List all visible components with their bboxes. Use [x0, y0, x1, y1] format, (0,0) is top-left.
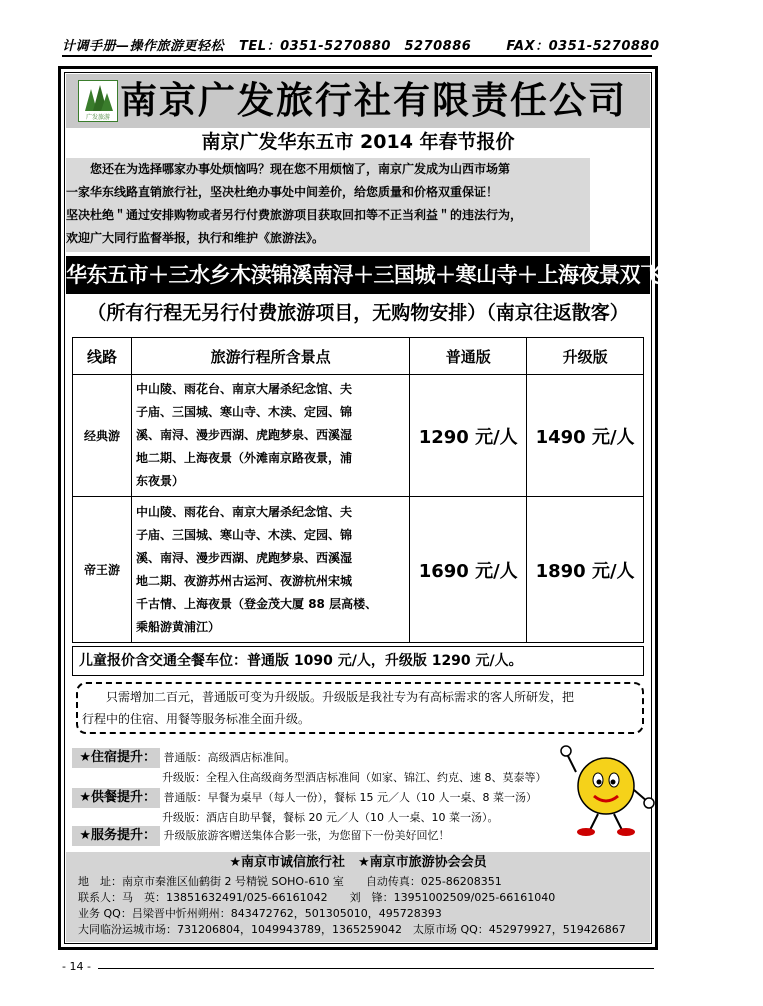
- company-name: 南京广发旅行社有限责任公司: [120, 79, 627, 122]
- spot-line: 中山陵、雨花台、南京大屠杀纪念馆、夫: [136, 504, 353, 519]
- intro-paragraph: [66, 158, 590, 252]
- header-upgrade: 升级版: [527, 338, 644, 375]
- spot-line: 溪、南浔、漫步西湖、虎跑梦泉、西溪湿: [136, 428, 353, 442]
- header-handbook: 计调手册—操作旅游更轻松: [62, 39, 225, 54]
- intro-line: 一家华东线路直销旅行社，坚决杜绝办事处中间差价，给您质量和价格双重保证！: [66, 185, 499, 199]
- note-line: 行程中的住宿、用餐等服务标准全面升级。: [82, 712, 311, 726]
- company-logo: [78, 80, 118, 122]
- meal-upgrade-row: [72, 788, 537, 808]
- hotel-upgrade-row-2: [72, 768, 547, 788]
- meal-upgrade-row-2: [72, 808, 498, 828]
- footer-qq: 业务 QQ：吕梁晋中忻州朔州：843472762，501305010，495728393: [78, 907, 442, 920]
- footer-qq-2: 大同临汾运城市场：731206804，1049943789，1365259042 太原市场 QQ：452979927，519426867: [78, 923, 626, 936]
- svg-text:广发旅游: 广发旅游: [85, 114, 111, 121]
- hotel-upgrade: 升级版：全程入住高级商务型酒店标准间（如家、锦江、约克、速 8、莫泰等）: [162, 771, 547, 784]
- header-fax: FAX：0351-5270880: [506, 39, 660, 54]
- meal-label: ★供餐提升：: [72, 788, 160, 808]
- table-row: [73, 497, 644, 643]
- spot-line: 千古情、上海夜景（登金茂大厦 88 层高楼、: [136, 596, 378, 611]
- intro-line: 您还在为选择哪家办事处烦恼吗？现在您不用烦恼了，南京广发成为山西市场第: [66, 162, 511, 176]
- spot-line: 子庙、三国城、寒山寺、木渎、定园、锦: [136, 527, 353, 542]
- meal-upgrade: 升级版：酒店自助早餐，餐标 20 元／人（10 人一桌、10 菜一汤）。: [162, 811, 499, 824]
- table-row: [73, 375, 644, 497]
- header-normal: 普通版: [410, 338, 527, 375]
- intro-line: 欢迎广大同行监督举报，执行和维护《旅游法》。: [66, 231, 325, 245]
- header-spots: 旅游行程所含景点: [132, 338, 410, 375]
- spot-line: 子庙、三国城、寒山寺、木渎、定园、锦: [136, 405, 353, 419]
- child-price: 儿童报价含交通全餐车位：普通版 1090 元/人，升级版 1290 元/人。: [72, 646, 644, 676]
- footer-contacts-line: 联系人：马 英：13851632491/025-66161042 刘 锋：13951002509/025-66161040: [78, 891, 556, 904]
- route-spots: [132, 497, 410, 643]
- spot-line: 中山陵、雨花台、南京大屠杀纪念馆、夫: [136, 382, 353, 396]
- route-banner: 华东五市＋三水乡木渎锦溪南浔＋三国城＋寒山寺＋上海夜景双飞六日经典游: [66, 256, 650, 294]
- policy-line: （所有行程无另行付费旅游项目，无购物安排）（南京往返散客）: [87, 302, 629, 324]
- service-label: ★服务提升：: [72, 826, 160, 846]
- upgrade-price: 1890 元/人: [527, 497, 644, 643]
- smiley-mascot-icon: [560, 742, 656, 838]
- footer-contacts: [66, 852, 650, 942]
- normal-price: 1290 元/人: [410, 375, 527, 497]
- meal-normal: 普通版：早餐为桌早（每人一份），餐标 15 元／人（10 人一桌、8 菜一汤）: [163, 791, 537, 804]
- top-header: [62, 35, 660, 57]
- price-subtitle: 南京广发华东五市 2014 年春节报价: [201, 131, 515, 153]
- route-spots: [132, 375, 410, 497]
- spot-line: 东夜景）: [136, 474, 185, 488]
- service-text: 升级版旅游客赠送集体合影一张，为您留下一份美好回忆！: [163, 829, 450, 842]
- upgrade-note: [76, 682, 644, 734]
- intro-line: 坚决杜绝＂通过安排购物或者另行付费旅游项目获取回扣等不正当利益＂的违法行为，: [66, 208, 523, 222]
- hotel-upgrade-row: [72, 748, 296, 768]
- route-name: 经典游: [73, 375, 132, 497]
- spot-line: 溪、南浔、漫步西湖、虎跑梦泉、西溪湿: [136, 550, 353, 565]
- table-header-row: [73, 338, 644, 375]
- spot-line: 乘船游黄浦江）: [136, 619, 221, 634]
- route-name: 帝王游: [73, 497, 132, 643]
- spot-line: 地二期、夜游苏州古运河、夜游杭州宋城: [136, 573, 353, 588]
- upgrade-price: 1490 元/人: [527, 375, 644, 497]
- hotel-normal: 普通版：高级酒店标准间。: [163, 751, 296, 764]
- footer-address: 地 址：南京市秦淮区仙鹤街 2 号精锐 SOHO-610 室 自动传真：025-86208351: [78, 875, 502, 888]
- header-route: 线路: [73, 338, 132, 375]
- upgrade-details: [72, 744, 644, 844]
- hotel-label: ★住宿提升：: [72, 748, 160, 768]
- footer-title: ★南京市诚信旅行社 ★南京市旅游协会会员: [229, 855, 487, 870]
- service-upgrade-row: [72, 826, 450, 846]
- page-number: - 14 -: [62, 960, 91, 973]
- note-line: 只需增加二百元，普通版可变为升级版。升级版是我社专为有高标需求的客人所研发，把: [82, 690, 575, 704]
- normal-price: 1690 元/人: [410, 497, 527, 643]
- spot-line: 地二期、上海夜景（外滩南京路夜景，浦: [136, 451, 353, 465]
- header-tel: TEL：0351-5270880 5270886: [239, 39, 472, 54]
- price-table: [72, 337, 644, 643]
- tree-logo-icon: [79, 81, 117, 121]
- page-rule: [98, 968, 654, 969]
